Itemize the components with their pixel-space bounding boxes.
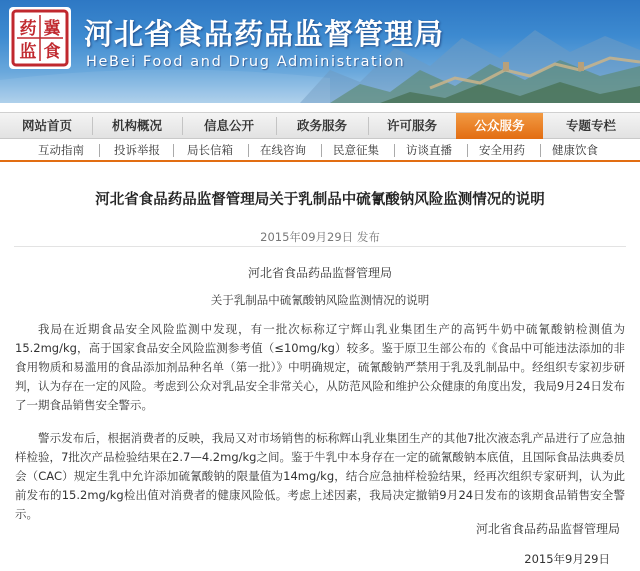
publish-date: 2015年09月29日 <box>260 230 354 244</box>
subnav-interview-live[interactable]: 访谈直播 <box>406 143 452 157</box>
subnav-complaints[interactable]: 投诉举报 <box>114 143 160 157</box>
article-org: 河北省食品药品监督管理局 <box>247 266 392 280</box>
divider <box>14 246 626 247</box>
article-paragraph: 我局在近期食品安全风险监测中发现，有一批次标称辽宁辉山乳业集团生产的高钙牛奶中硫氰酸钠检测值为15.2mg/kg，高于国家食品安全风险监测参考值（≤10mg/kg）较多。鉴于原卫生部公布的《食品中可能违法添加的非食用物质和易滥用的食品添加剂品种名单（第一批）》中明确规定，硫氰酸钠严禁用于乳及乳制品中。经组织专家初步研判，认为存在一定的风险。考虑到公众对乳品安全非常关心，从防范风险和维护公众健康的角度出发，我局9月24日发布了一期食品销售安全警示。 <box>15 322 625 412</box>
article-subject: 关于乳制品中硫氰酸钠风险监测情况的说明 <box>210 293 430 307</box>
article-paragraph: 警示发布后，根据消费者的反映，我局又对市场销售的标称辉山乳业集团生产的其他7批次液态乳产品进行了应急抽样检验，7批次产品检验结果在2.7—4.2mg/kg之间。鉴于牛乳中本身存在一定的硫氰酸钠本底值，且国际食品法典委员会（CAC）规定生乳中允许添加硫氰酸钠的限量值为14mg/kg，结合应急抽样检验结果，经再次组织专家研判，认为此前发布的15.2mg/kg检出值对消费者的健康风险低。考虑上述因素，我局决定撤销9月24日发布的该期食品销售安全警示。 <box>15 431 625 521</box>
sub-navigation <box>0 140 640 162</box>
signature-org: 河北省食品药品监督管理局 <box>475 522 620 536</box>
site-title: 河北省食品药品监督管理局 <box>84 17 445 51</box>
nav-separator <box>92 117 93 135</box>
nav-item-government-services[interactable]: 政务服务 <box>296 118 347 133</box>
seal-icon <box>9 7 71 69</box>
subnav-healthy-diet[interactable]: 健康饮食 <box>552 143 598 157</box>
subnav-opinion-collection[interactable]: 民意征集 <box>333 143 379 157</box>
nav-item-home[interactable]: 网站首页 <box>21 118 72 133</box>
subnav-separator <box>173 144 174 157</box>
nav-separator <box>276 117 277 135</box>
main-navigation <box>0 112 640 139</box>
subnav-director-mailbox[interactable]: 局长信箱 <box>187 143 233 157</box>
svg-text:监: 监 <box>19 42 37 62</box>
subnav-safe-medication[interactable]: 安全用药 <box>479 143 525 157</box>
subnav-separator <box>394 144 395 157</box>
subnav-separator <box>321 144 322 157</box>
publish-info <box>0 229 640 245</box>
agency-seal-logo <box>9 7 71 69</box>
svg-text:食: 食 <box>43 42 61 62</box>
nav-item-organization[interactable]: 机构概况 <box>111 118 162 133</box>
site-banner <box>0 0 640 103</box>
nav-item-special-topics[interactable]: 专题专栏 <box>565 118 616 133</box>
article-title: 河北省食品药品监督管理局关于乳制品中硫氰酸钠风险监测情况的说明 <box>95 191 545 208</box>
nav-item-license-services[interactable]: 许可服务 <box>386 118 437 133</box>
subnav-separator <box>540 144 541 157</box>
svg-text:冀: 冀 <box>43 19 61 39</box>
subnav-separator <box>467 144 468 157</box>
subnav-separator <box>99 144 100 157</box>
svg-text:药: 药 <box>19 19 37 39</box>
subnav-online-consult[interactable]: 在线咨询 <box>260 143 306 157</box>
subnav-interactive-guide[interactable]: 互动指南 <box>38 143 84 157</box>
nav-item-info-disclosure[interactable]: 信息公开 <box>203 118 254 133</box>
nav-separator <box>368 117 369 135</box>
nav-item-public-services[interactable]: 公众服务 <box>456 113 543 139</box>
subnav-separator <box>248 144 249 157</box>
site-subtitle: HeBei Food and Drug Administration <box>86 54 406 70</box>
signature-date: 2015年9月29日 <box>524 552 610 566</box>
nav-separator <box>182 117 183 135</box>
publish-label: 发布 <box>356 230 380 244</box>
